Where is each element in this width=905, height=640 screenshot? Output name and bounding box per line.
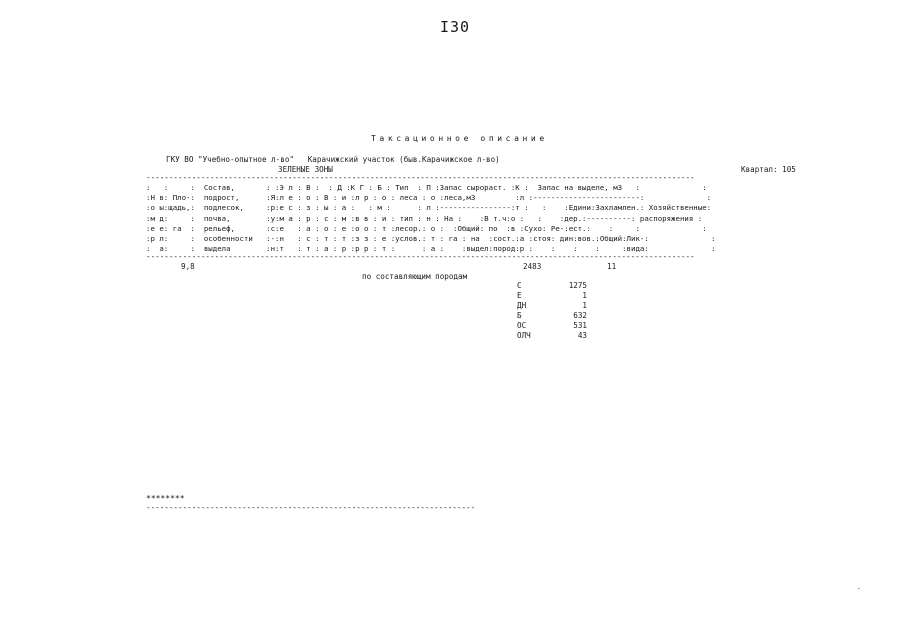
species-stock: 43 xyxy=(577,331,587,340)
species-caption: по составляющим породам xyxy=(362,272,468,281)
zone-label: ЗЕЛЕНЫЕ ЗОНЫ xyxy=(278,165,333,174)
species-name: ОС xyxy=(517,321,527,330)
table-rule-top: ------------------------------------------------------------------------------------------------------------------------ xyxy=(146,173,695,182)
document-title: Таксационное описание xyxy=(371,134,548,143)
table-header-line: :е е: га : рельеф, :с:е : а : о : е :о о : т :лесор.: о : :Общий: по :в :Сухо: Ре-:ест.: : : : xyxy=(146,223,707,233)
species-row xyxy=(517,301,587,311)
table-header-line: :р л: : особенности :-:н : с : т : т :з з : е :услов.: т : га : на :сост.:а :стоя: дин:вов.:Общий:Лик-: : xyxy=(146,234,716,244)
table-header-line: : : : Состав, : :Э л : В : : Д :К Г : Б : Тип : П :Запас сырораст. :К : Запас на выделе, м3 : : xyxy=(146,183,707,192)
table-rule-bottom: ------------------------------------------------------------------------------------------------------------------------ xyxy=(146,252,695,261)
table-header-line: :м д: : почва, :у:м а : р : с : м :в в : и : тип : н : На : :В т.ч:о : : :дер.:----------: распоряжения : xyxy=(146,213,703,223)
table-header xyxy=(146,183,716,254)
species-row xyxy=(517,321,587,331)
table-header-line: : а: : выдела :н:т : т : а : р :р р : т : : а : :выдел:пород:р : : : : :вида: : xyxy=(146,244,716,254)
species-stock: 531 xyxy=(573,321,587,330)
species-list xyxy=(517,281,587,341)
species-stock: 1275 xyxy=(568,281,587,290)
table-header-line: :о ы:щадь,: подлесок, :р:е с : з : ы : а : : м : : л :----------------:т : : :Едини:Захламлен.: Хозяйственные: xyxy=(146,203,712,213)
quarter-label: Квартал: 105 xyxy=(741,165,796,174)
species-name: С xyxy=(517,281,522,290)
summary-stock: 2483 xyxy=(523,262,542,271)
species-row xyxy=(517,311,587,321)
species-stock: 1 xyxy=(582,291,587,300)
species-stock: 632 xyxy=(573,311,587,320)
table-header-line: :Н в: Пло-: подрост, :Я:л е : о : В : и :л р : о : леса : о :леса,м3 :л :------------------------: : xyxy=(146,193,712,203)
species-row xyxy=(517,291,587,301)
species-name: ОЛЧ xyxy=(517,331,531,340)
end-rule: ------------------------------------------------------------------------ xyxy=(146,503,476,512)
species-name: Е xyxy=(517,291,522,300)
species-name: ДН xyxy=(517,301,527,310)
end-marker: ******** xyxy=(146,494,185,503)
organization-line: ГКУ ВО "Учебно-опытное л-во" Карачижский участок (быв.Карачижское л-во) xyxy=(166,155,500,164)
scan-speck: - xyxy=(857,585,861,592)
summary-class: 11 xyxy=(607,262,617,271)
summary-area: 9,8 xyxy=(181,262,195,271)
species-row xyxy=(517,331,587,341)
species-row xyxy=(517,281,587,291)
species-stock: 1 xyxy=(582,301,587,310)
page-number: I30 xyxy=(440,18,471,36)
species-name: Б xyxy=(517,311,522,320)
